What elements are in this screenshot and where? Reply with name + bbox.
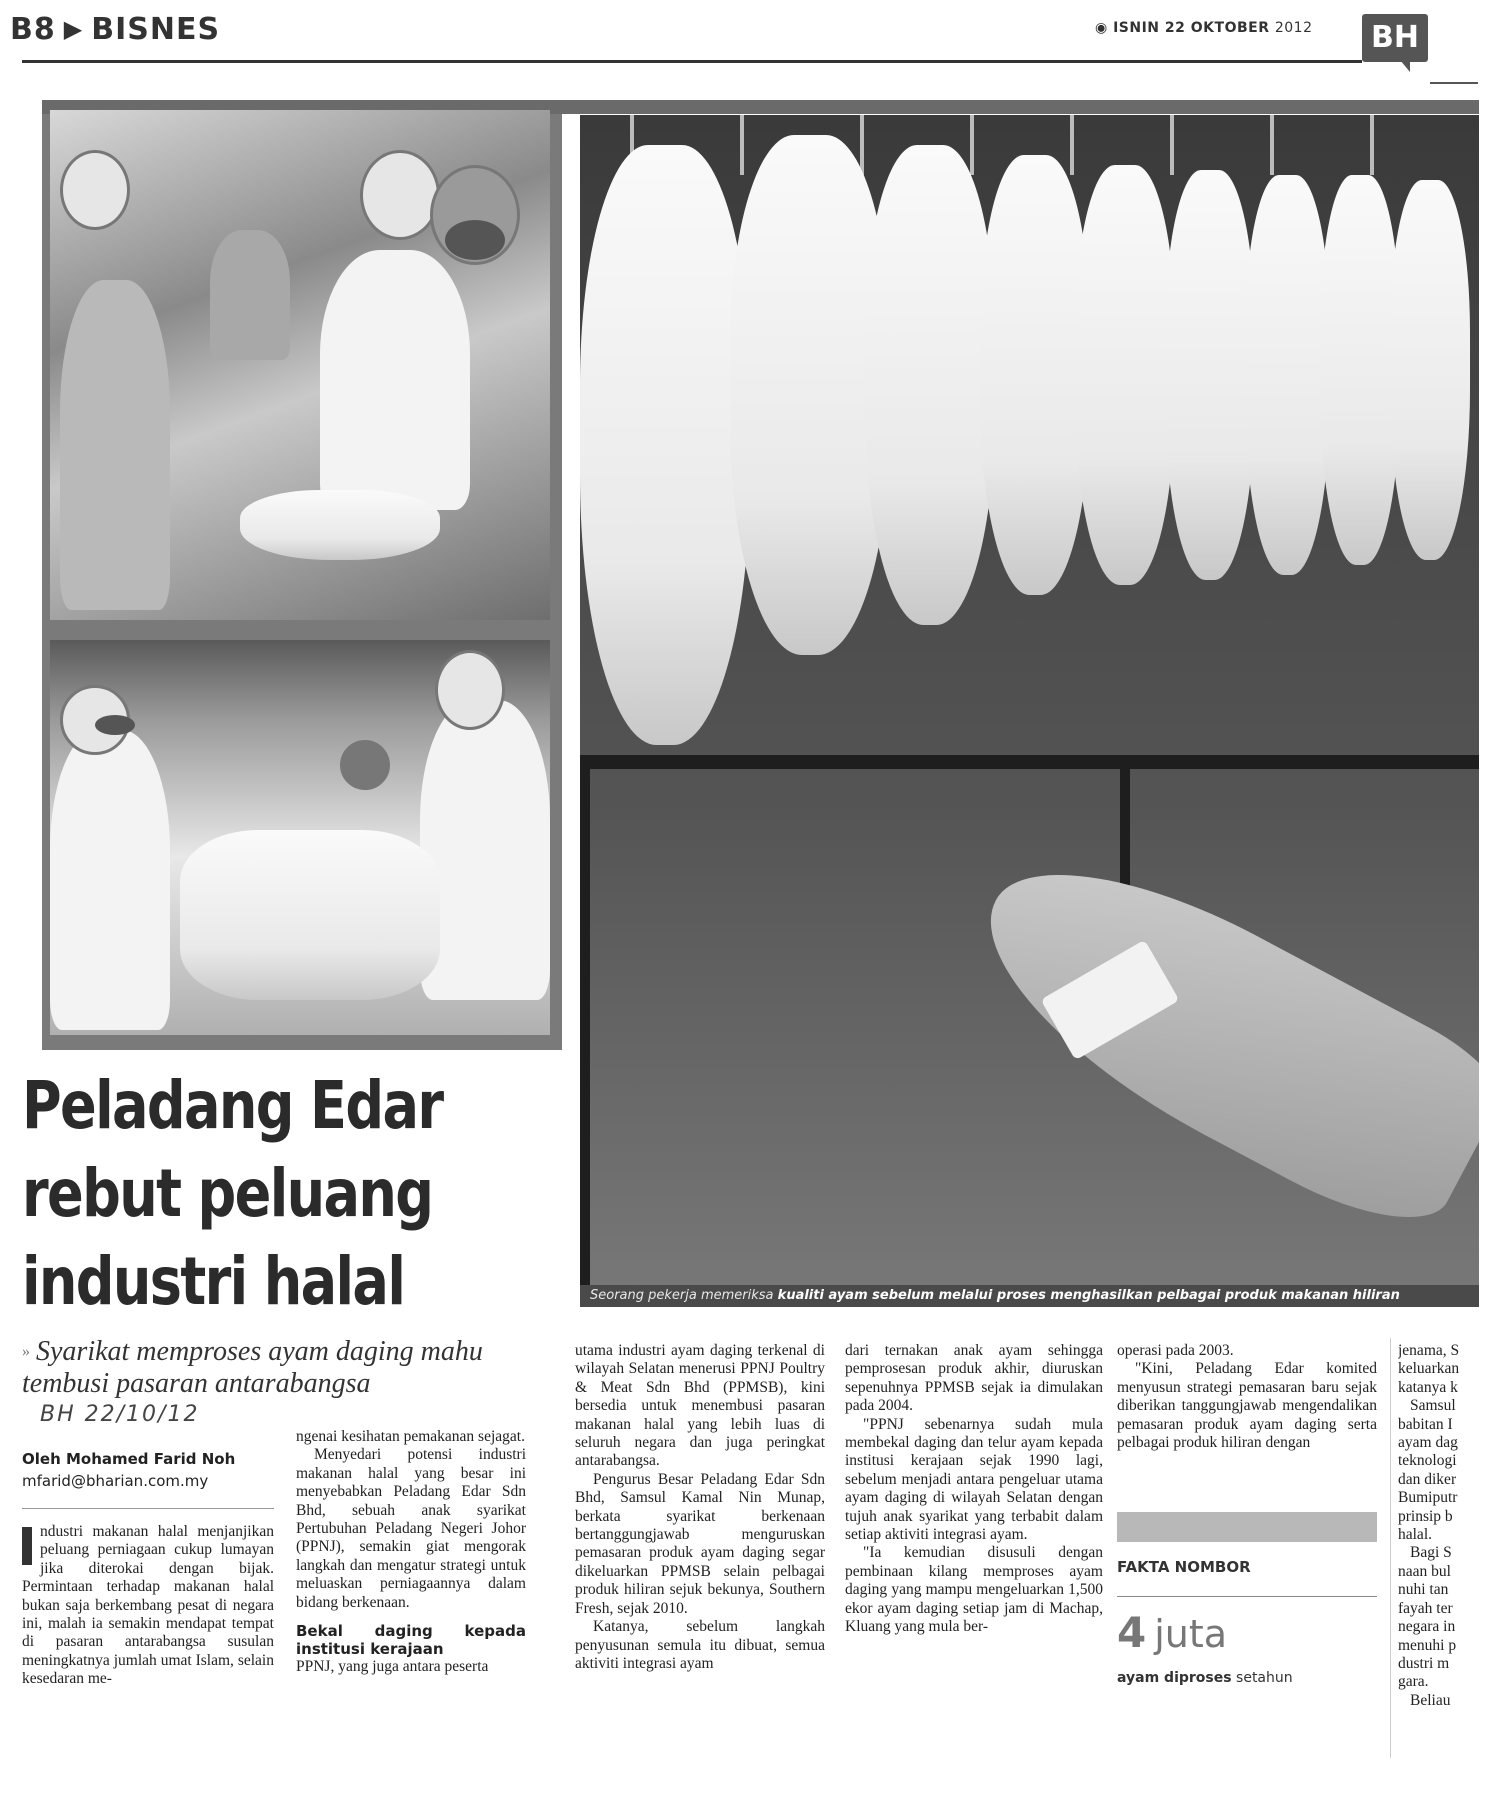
- section-label: [10, 12, 220, 47]
- hanging-chicken: [1075, 165, 1175, 585]
- fact-box-desc-bold: ayam diproses: [1117, 1670, 1232, 1686]
- header-rule-right: [1430, 82, 1478, 84]
- cropped-line: Samsul: [1410, 1397, 1456, 1415]
- issue-year: 2012: [1274, 20, 1313, 36]
- worker-head: [340, 740, 390, 790]
- inspector-arm: [945, 820, 1479, 1250]
- logo-tail: [1400, 60, 1410, 72]
- hanging-chicken: [1390, 180, 1470, 560]
- hanging-chicken: [865, 145, 995, 625]
- standfirst-marker: »: [22, 1343, 30, 1360]
- cropped-line: keluarkan: [1398, 1360, 1460, 1378]
- fact-box-title: FAKTA NOMBOR: [1117, 1558, 1251, 1576]
- paragraph: Menyedari potensi industri makanan halal yang besar ini menyebabkan Peladang Edar Sdn Bhd, sebuah anak syarikat Pertubuhan Peladang Negeri Johor (PPNJ), semakin giat mengorak langkah dan mengatur strategi untuk meluaskan perniagaannya dalam bidang berkenaan.: [296, 1446, 526, 1611]
- byline-email[interactable]: mfarid@bharian.com.my: [22, 1472, 209, 1490]
- paragraph: Pengurus Besar Peladang Edar Sdn Bhd, Samsul Kamal Nin Munap, berkata syarikat berkenaan bertanggungjawab menguruskan pemasaran produk ayam daging segar dikeluarkan PPMSB selain pelbagai produk hiliran sejuk bekunya, Southern Fresh, sejak 2010.: [575, 1470, 825, 1617]
- photo-workers-processing: [50, 110, 550, 620]
- headline: [22, 1062, 465, 1326]
- cropped-line: prinsip b: [1398, 1507, 1453, 1525]
- hook: [970, 115, 974, 175]
- standfirst-text: Syarikat memproses ayam daging mahu tembusi pasaran antarabangsa: [22, 1336, 483, 1399]
- headline-line-3: industri halal: [22, 1243, 405, 1320]
- cropped-line: Bumiputr: [1398, 1489, 1458, 1507]
- drop-cap-i: [22, 1527, 32, 1565]
- issue-day: ISNIN: [1113, 20, 1160, 36]
- cropped-line: fayah ter: [1398, 1599, 1453, 1617]
- cropped-line: negara in: [1398, 1618, 1456, 1636]
- paragraph: ngenai kesihatan pemakanan sejagat.: [296, 1428, 525, 1445]
- hanging-chicken: [1165, 170, 1255, 580]
- worker-head: [360, 150, 440, 240]
- bh-logo: BH: [1362, 14, 1428, 62]
- cropped-line: halal.: [1398, 1526, 1432, 1544]
- face-mask: [445, 220, 505, 260]
- byline-name: Oleh Mohamed Farid Noh: [22, 1450, 236, 1468]
- header-rule: [22, 60, 1362, 63]
- standfirst: [22, 1336, 572, 1400]
- fact-box-unit: juta: [1154, 1612, 1228, 1656]
- paragraph: dari ternakan anak ayam sehingga pemprosesan produk akhir, diuruskan sepenuhnya PPMSB sejak ia dimulakan pada 2004.: [845, 1342, 1103, 1415]
- byline-rule: [22, 1508, 274, 1509]
- hanging-chicken: [580, 145, 750, 745]
- worker-head: [435, 650, 505, 730]
- fact-box-figure: [1117, 1608, 1227, 1657]
- fact-box-desc-rest: setahun: [1236, 1670, 1293, 1686]
- face-mask: [95, 715, 135, 735]
- issue-date: [1095, 20, 1313, 36]
- article-column-2: [296, 1428, 526, 1676]
- cropped-line: babitan I: [1398, 1415, 1453, 1433]
- poultry-on-table: [240, 490, 440, 560]
- paragraph: "Kini, Peladang Edar komited menyusun strategi pemasaran baru sejak diberikan tanggungjawab mengendalikan pemasaran produk ayam daging serta pelbagai produk hiliran dengan: [1117, 1360, 1377, 1452]
- article-column-1: [22, 1523, 274, 1689]
- paragraph: operasi pada 2003.: [1117, 1342, 1234, 1359]
- page-number: B8: [10, 12, 56, 47]
- hook: [1170, 115, 1174, 175]
- hook: [1070, 115, 1074, 175]
- rail-post: [580, 755, 590, 1285]
- caption-prefix: Seorang pekerja memeriksa: [590, 1288, 774, 1303]
- paragraph: Katanya, sebelum langkah penyusunan semula itu dibuat, semua aktiviti integrasi ayam: [575, 1618, 825, 1672]
- worker-figure: [320, 250, 470, 510]
- circle-arrow-icon: ▶: [63, 15, 84, 43]
- worker-figure: [210, 230, 290, 360]
- cropped-line: teknologi: [1398, 1452, 1457, 1470]
- paragraph: PPNJ, yang juga antara peserta: [296, 1658, 489, 1676]
- caption-bold: kualiti ayam sebelum melalui proses menghasilkan pelbagai produk makanan hiliran: [777, 1288, 1400, 1303]
- poultry-pile: [180, 830, 440, 1000]
- cropped-line: gara.: [1398, 1673, 1429, 1691]
- paragraph: ndustri makanan halal menjanjikan peluang perniagaan cukup lumayan jika diterokai dengan bijak. Permintaan terhadap makanan halal bukan saja berkembang pesat di negara ini, malah ia semakin mendapat tempat di pasaran antarabangsa susulan meningkatnya jumlah umat Islam, selain kesedaran me-: [22, 1523, 274, 1688]
- byline: [22, 1450, 235, 1490]
- hook: [1270, 115, 1274, 175]
- article-column-5: [1117, 1342, 1377, 1452]
- page-header: [0, 0, 1499, 70]
- cropped-line: jenama, S: [1398, 1342, 1460, 1359]
- hook: [740, 115, 744, 175]
- paragraph: "Ia kemudian disusuli dengan pembinaan kilang memproses ayam daging yang mampu mengeluarkan 1,500 ekor ayam daging setiap jam di Machap, Kluang yang mula ber-: [845, 1544, 1103, 1636]
- fact-box-bar: [1117, 1512, 1377, 1542]
- fact-box-rule: [1117, 1596, 1377, 1597]
- headline-line-1: Peladang Edar: [22, 1067, 443, 1144]
- cropped-line: nuhi tan: [1398, 1581, 1449, 1599]
- cropped-line: Beliau: [1410, 1691, 1451, 1709]
- headline-line-2: rebut peluang: [22, 1155, 433, 1232]
- cropped-line: dustri m: [1398, 1654, 1450, 1672]
- column-rule: [1390, 1338, 1391, 1758]
- hanging-chicken: [1320, 175, 1400, 565]
- handwritten-note: BH 22/10/12: [40, 1402, 200, 1427]
- circle-bullet-icon: ◉: [1095, 20, 1108, 36]
- hanging-chicken: [1245, 175, 1330, 575]
- article-column-4: [845, 1342, 1103, 1637]
- cropped-line: Bagi S: [1410, 1544, 1452, 1562]
- photo-hanging-poultry: [580, 115, 1479, 1285]
- worker-figure: [420, 700, 550, 1000]
- cropped-line: ayam dag: [1398, 1434, 1458, 1452]
- article-column-6-cropped: [1398, 1342, 1479, 1710]
- photo-assembly-line: [50, 640, 550, 1035]
- paragraph: utama industri ayam daging terkenal di wilayah Selatan menerusi PPNJ Poultry & Meat Sdn Bhd (PPMSB), kini bersedia untuk menembusi pasaran makanan halal yang lebih luas di seluruh negara dan juga peringkat antarabangsa.: [575, 1342, 825, 1470]
- cropped-line: menuhi p: [1398, 1636, 1457, 1654]
- subheading: Bekal daging kepada institusi kerajaan: [296, 1622, 526, 1659]
- fact-box-number: 4: [1117, 1608, 1147, 1657]
- cropped-line: katanya k: [1398, 1378, 1458, 1396]
- conveyor-rail: [580, 755, 1479, 769]
- fact-box-description: [1117, 1670, 1293, 1686]
- worker-head: [60, 150, 130, 230]
- worker-figure: [60, 280, 170, 610]
- worker-figure: [50, 730, 170, 1030]
- section-name: BISNES: [91, 12, 221, 47]
- hook: [1370, 115, 1374, 175]
- cropped-line: naan bul: [1398, 1562, 1451, 1580]
- cropped-line: dan diker: [1398, 1470, 1457, 1488]
- article-column-3: [575, 1342, 825, 1673]
- issue-date-text: 22 OKTOBER: [1164, 20, 1270, 36]
- hanging-chicken: [980, 155, 1090, 595]
- paragraph: "PPNJ sebenarnya sudah mula membekal daging dan telur ayam kepada institusi kerajaan sejak 1990 lagi, sebelum menjadi antara pengeluar utama ayam daging di wilayah Selatan dengan tujuh anak syarikat yang terbabit dalam setiap aktiviti integrasi ayam.: [845, 1415, 1103, 1544]
- photo-caption: [590, 1288, 1479, 1303]
- hook: [860, 115, 864, 175]
